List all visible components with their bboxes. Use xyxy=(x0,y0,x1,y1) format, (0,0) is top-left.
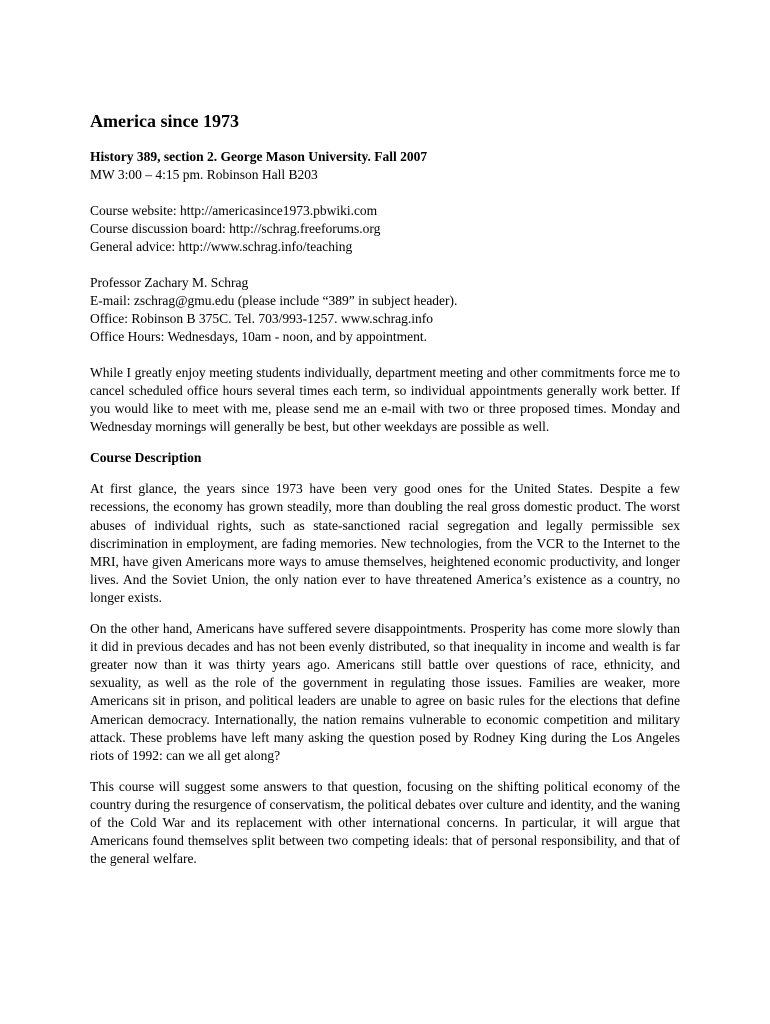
description-paragraph: This course will suggest some answers to that question, focusing on the shifting political economy of the country during the resurgence of conservatism, the political debates over culture and identity, and the waning of the Cold War and its replacement with other international concerns. In particular, it will argue that Americans found themselves split between two competing ideals: that of personal responsibility, and that of the general welfare. xyxy=(90,778,680,867)
office-hours: Office Hours: Wednesdays, 10am - noon, and by appointment. xyxy=(90,329,427,344)
course-description-heading: Course Description xyxy=(90,450,202,466)
course-website-line: Course website: http://americasince1973.pbwiki.com xyxy=(90,203,378,218)
course-schedule: MW 3:00 – 4:15 pm. Robinson Hall B203 xyxy=(90,167,318,182)
professor-email: E-mail: zschrag@gmu.edu (please include “389” in subject header). xyxy=(90,293,458,308)
general-advice-line: General advice: http://www.schrag.info/teaching xyxy=(90,239,353,254)
description-paragraph: At first glance, the years since 1973 have been very good ones for the United States. Despite a few recessions, the economy has grown steadily, more than doubling the real gross domestic product. The worst abuses of individual rights, such as state-sanctioned racial segregation and legally permissible sex discrimination in employment, are fading memories. New technologies, from the VCR to the Internet to the MRI, have given Americans more ways to amuse themselves, heightened economic productivity, and longer lives. And the Soviet Union, the only nation ever to have threatened America’s existence as a country, no longer exists. xyxy=(90,481,680,605)
professor-office: Office: Robinson B 375C. Tel. 703/993-1257. www.schrag.info xyxy=(90,311,434,326)
description-paragraph: On the other hand, Americans have suffered severe disappointments. Prosperity has come more slowly than it did in previous decades and has not been evenly distributed, so that inequality in income and wealth is far greater now than it was thirty years ago. Americans still battle over questions of race, ethnicity, and sexuality, as well as the role of the government in regulating those issues. Families are weaker, more Americans sit in prison, and political leaders are unable to agree on basic rules for the elections that define American democracy. Internationally, the nation remains vulnerable to economic competition and military attack. These problems have left many asking the question posed by Rodney King during the Los Angeles riots of 1992: can we all get along? xyxy=(90,621,680,763)
course-links xyxy=(90,202,680,256)
document-page xyxy=(90,110,680,881)
course-subtitle: History 389, section 2. George Mason University. Fall 2007 xyxy=(90,149,428,164)
document-title: America since 1973 xyxy=(90,111,239,131)
office-hours-note: While I greatly enjoy meeting students individually, department meeting and other commitments force me to cancel scheduled office hours several times each term, so individual appointments generally work better. If you would like to meet with me, please send me an e-mail with two or three proposed times. Monday and Wednesday mornings will generally be best, but other weekdays are possible as well. xyxy=(90,365,680,435)
professor-name: Professor Zachary M. Schrag xyxy=(90,275,249,290)
professor-info xyxy=(90,274,680,346)
discussion-board-line: Course discussion board: http://schrag.freeforums.org xyxy=(90,221,381,236)
